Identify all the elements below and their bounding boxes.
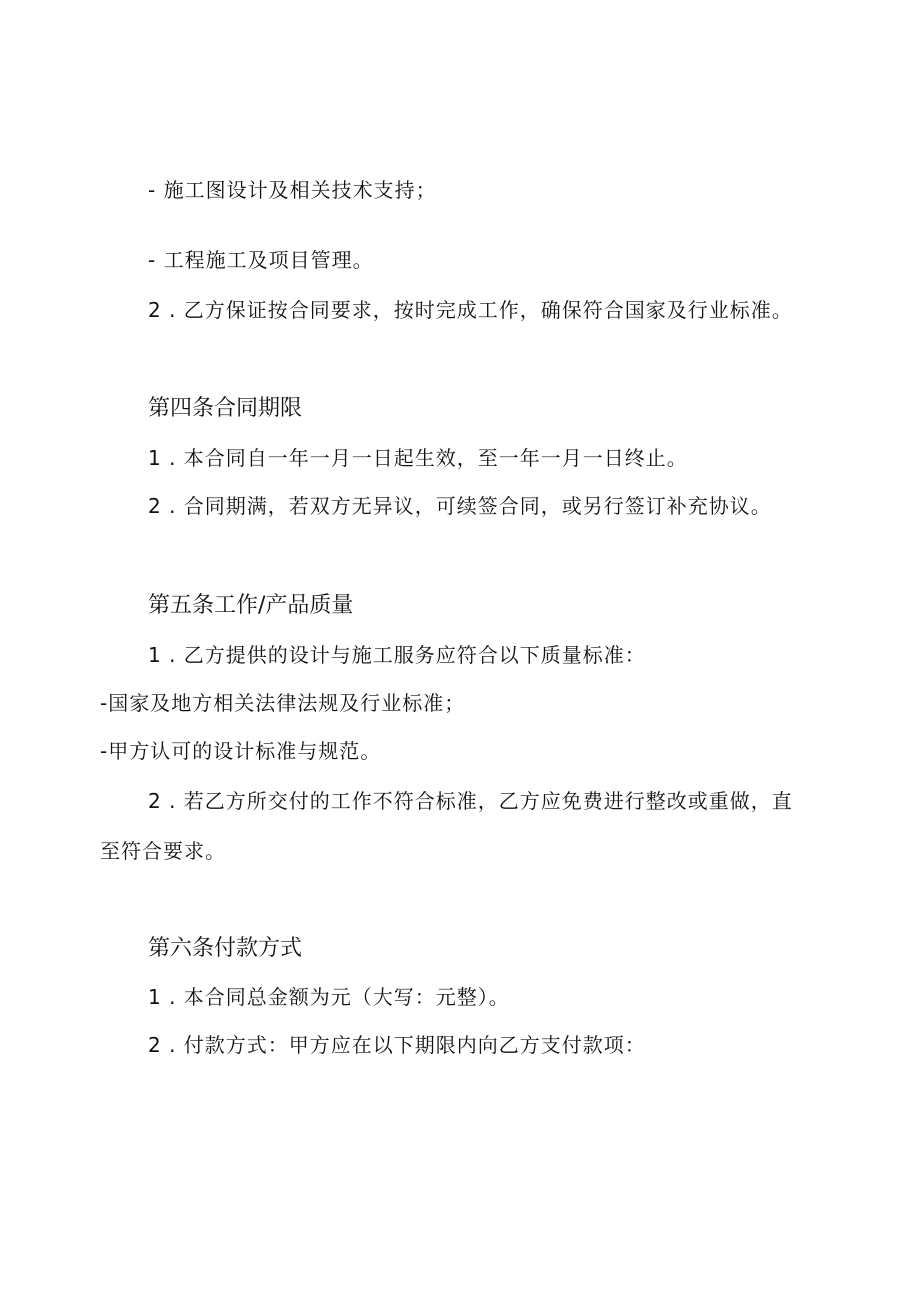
paragraph: 1 . 乙方提供的设计与施工服务应符合以下质量标准： — [148, 643, 646, 667]
list-item: - 施工图设计及相关技术支持； — [148, 178, 437, 202]
paragraph-continuation: 至符合要求。 — [100, 839, 226, 863]
paragraph: 2 . 付款方式：甲方应在以下期限内向乙方支付款项： — [148, 1033, 646, 1057]
section-heading: 第五条工作/产品质量 — [148, 593, 354, 618]
paragraph: 1 . 本合同自一年一月一日起生效，至一年一月一日终止。 — [148, 446, 688, 470]
paragraph: 1 . 本合同总金额为元（大写：元整）。 — [148, 985, 510, 1009]
list-item: - 工程施工及项目管理。 — [148, 248, 374, 272]
paragraph: 2 . 若乙方所交付的工作不符合标准，乙方应免费进行整改或重做，直 — [148, 789, 793, 813]
list-item: -国家及地方相关法律法规及行业标准； — [100, 691, 466, 715]
list-item: -甲方认可的设计标准与规范。 — [100, 739, 382, 763]
paragraph: 2 . 合同期满，若双方无异议，可续签合同，或另行签订补充协议。 — [148, 494, 772, 518]
section-heading: 第四条合同期限 — [148, 396, 303, 421]
section-heading: 第六条付款方式 — [148, 936, 303, 961]
paragraph: 2 . 乙方保证按合同要求，按时完成工作，确保符合国家及行业标准。 — [148, 298, 793, 322]
